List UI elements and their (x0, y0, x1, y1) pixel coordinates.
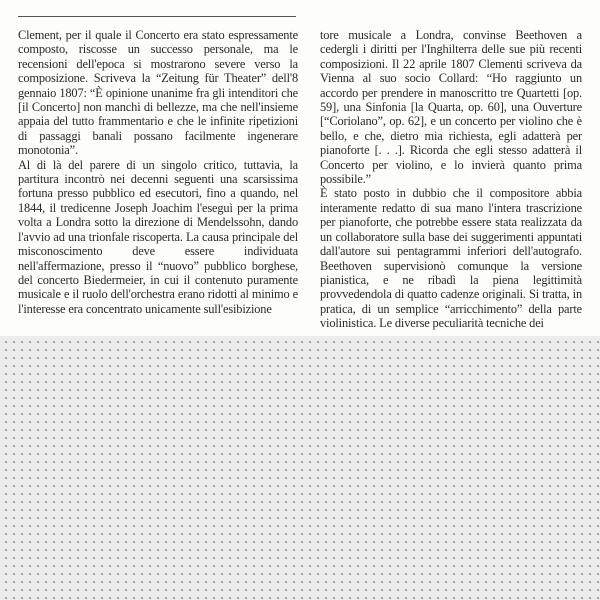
right-column (320, 28, 582, 331)
left-column (18, 28, 298, 316)
left-paragraph-2: Al di là del parere di un singolo critico, tuttavia, la partitura incontrò nei decenni seguenti una scarsissima fortuna presso pubblico ed esecutori, fino a quando, nel 1844, il tredicenne Joseph Joachim l'eseguì per la prima volta a Londra sotto la direzione di Mendelssohn, dando l'avvio ad una trionfale riscoperta. La causa principale del misconoscimento deve essere individuata nell'affermazione, presso il “nuovo” pubblico borghese, del concerto Biedermeier, in cui il contenuto puramente musicale e il ruolo dell'orchestra erano ridotti al minimo e l'interesse era concentrato unicamente sull'esibizione (18, 157, 298, 316)
right-paragraph-2: È stato posto in dubbio che il compositore abbia interamente redatto di sua mano l'intera trascrizione per pianoforte, che potrebbe essere stata realizzata da un collaboratore sulla base dei suggerimenti appuntati dall'autore sui pentagrammi inferiori dell'autografo. Beethoven supervisionò comunque la versione pianistica, e ne ribadì la piena legittimità provvedendola di quatto cadenze originali. Si tratta, in pratica, di un semplice “arricchimento” della parte violinistica. Le diverse peculiarità tecniche dei (320, 186, 582, 331)
dotted-overlay-region (0, 336, 600, 600)
left-paragraph-1: Clement, per il quale il Concerto era stato espressamente composto, riscosse un successo personale, ma le recensioni dell'epoca si mostrarono severe verso la composizione. Scriveva la “Zeitung für Theater” dell'8 gennaio 1807: “È opinione unanime fra gli intenditori che [il Concerto] non manchi di bellezze, ma che nell'insieme appaia del tutto frammentario e che le infinite ripetizioni di passaggi banali possano facilmente ingenerare monotonia”. (18, 28, 298, 158)
top-rule (18, 16, 296, 17)
right-paragraph-1: tore musicale a Londra, convinse Beethoven a cedergli i diritti per l'Inghilterra delle sue più recenti composizioni. Il 22 aprile 1807 Clementi scriveva da Vienna al suo socio Collard: “Ho raggiunto un accordo per prendere in manoscritto tre Quartetti [op. 59], una Sinfonia [la Quarta, op. 60], una Ouverture [“Coriolano”, op. 62], e un concerto per violino che è bello, e che, dietro mia richiesta, egli adatterà per pianoforte [. . .]. Ricorda che egli stesso adatterà il Concerto per violino, e lo invierà quanto prima possibile.” (320, 28, 582, 187)
